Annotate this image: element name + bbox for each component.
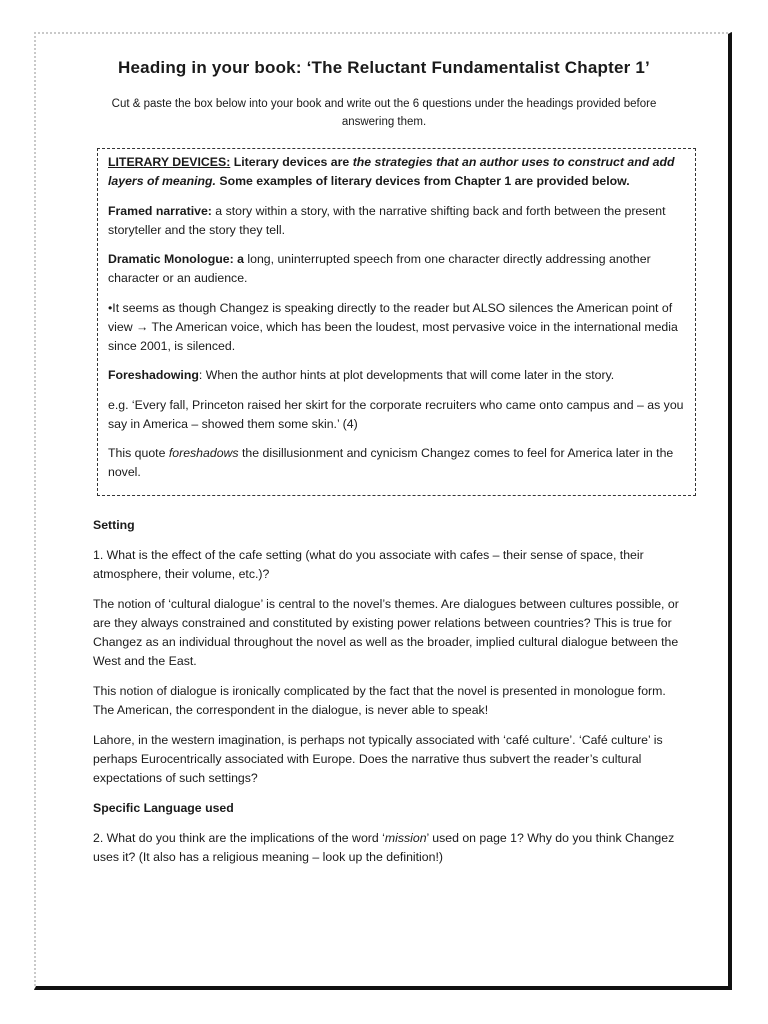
literary-devices-box <box>97 148 696 496</box>
page-title: Heading in your book: ‘The Reluctant Fundamentalist Chapter 1’ <box>118 58 650 77</box>
setting-heading: Setting <box>93 518 135 532</box>
framed-narrative-definition: Framed narrative: a story within a story, with the narrative shifting back and forth between the present storyteller and the story they tell. <box>108 203 666 237</box>
literary-devices-intro <box>108 153 685 191</box>
example-quote: e.g. ‘Every fall, Princeton raised her skirt for the corporate recruiters who came onto campus and – as you say in America – showed them some skin.’ (4) <box>108 397 684 431</box>
quote-note: This quote foreshadows the disillusionment and cynicism Changez comes to feel for America later in the novel. <box>108 446 674 479</box>
questions-section <box>93 516 683 878</box>
literary-intro-tail: Some examples of literary devices from Chapter 1 are provided below. <box>215 174 630 188</box>
foreshadowing-definition: Foreshadowing: When the author hints at plot developments that will come later in the story. <box>108 368 615 382</box>
instructions: Cut & paste the box below into your book and write out the 6 questions under the headings provided before answering them. <box>111 98 657 128</box>
dramatic-monologue-definition: Dramatic Monologue: a long, uninterrupted speech from one character directly addressing another character or an audience. <box>108 252 651 285</box>
framed-narrative-term: Framed narrative: <box>108 203 212 218</box>
literary-intro-italic: the strategies that an author uses to construct and add layers of meaning. <box>108 155 675 188</box>
monologue-bullet: •It seems as though Changez is speaking directly to the reader but ALSO silences the American point of view → The American voice, which has been the loudest, most pervasive voice in the international media since 2001, is silenced. <box>108 300 678 353</box>
literary-devices-heading: LITERARY DEVICES: <box>108 155 231 169</box>
arrow-icon: → <box>136 319 149 334</box>
dramatic-monologue-term: Dramatic Monologue: a <box>108 252 244 266</box>
foreshadowing-term: Foreshadowing <box>108 368 199 382</box>
question-1: 1. What is the effect of the cafe setting (what do you associate with cafes – their sense of space, their atmosphere, their volume, etc.)? <box>93 548 644 581</box>
setting-paragraph-2: This notion of dialogue is ironically complicated by the fact that the novel is presented in monologue form. The American, the correspondent in the dialogue, is never able to speak! <box>93 684 666 717</box>
question-2: 2. What do you think are the implications of the word ‘mission’ used on page 1? Why do you think Changez uses it? (It also has a religious meaning – look up the definition!) <box>93 831 675 864</box>
language-heading: Specific Language used <box>93 801 234 815</box>
setting-paragraph-3: Lahore, in the western imagination, is perhaps not typically associated with ‘café culture’. ‘Café culture’ is perhaps Eurocentrically associated with Europe. Does the narrative thus subvert the reader’s cultural expectations of such settings? <box>93 733 663 785</box>
setting-paragraph-1: The notion of ‘cultural dialogue’ is central to the novel’s themes. Are dialogues between cultures possible, or are they always constrained and constituted by existing power relations between countries? This is true for Changez as an individual throughout the novel as well as the broader, implied cultural dialogue between the West and the East. <box>93 597 679 668</box>
literary-intro-bold: Literary devices are <box>230 155 353 169</box>
